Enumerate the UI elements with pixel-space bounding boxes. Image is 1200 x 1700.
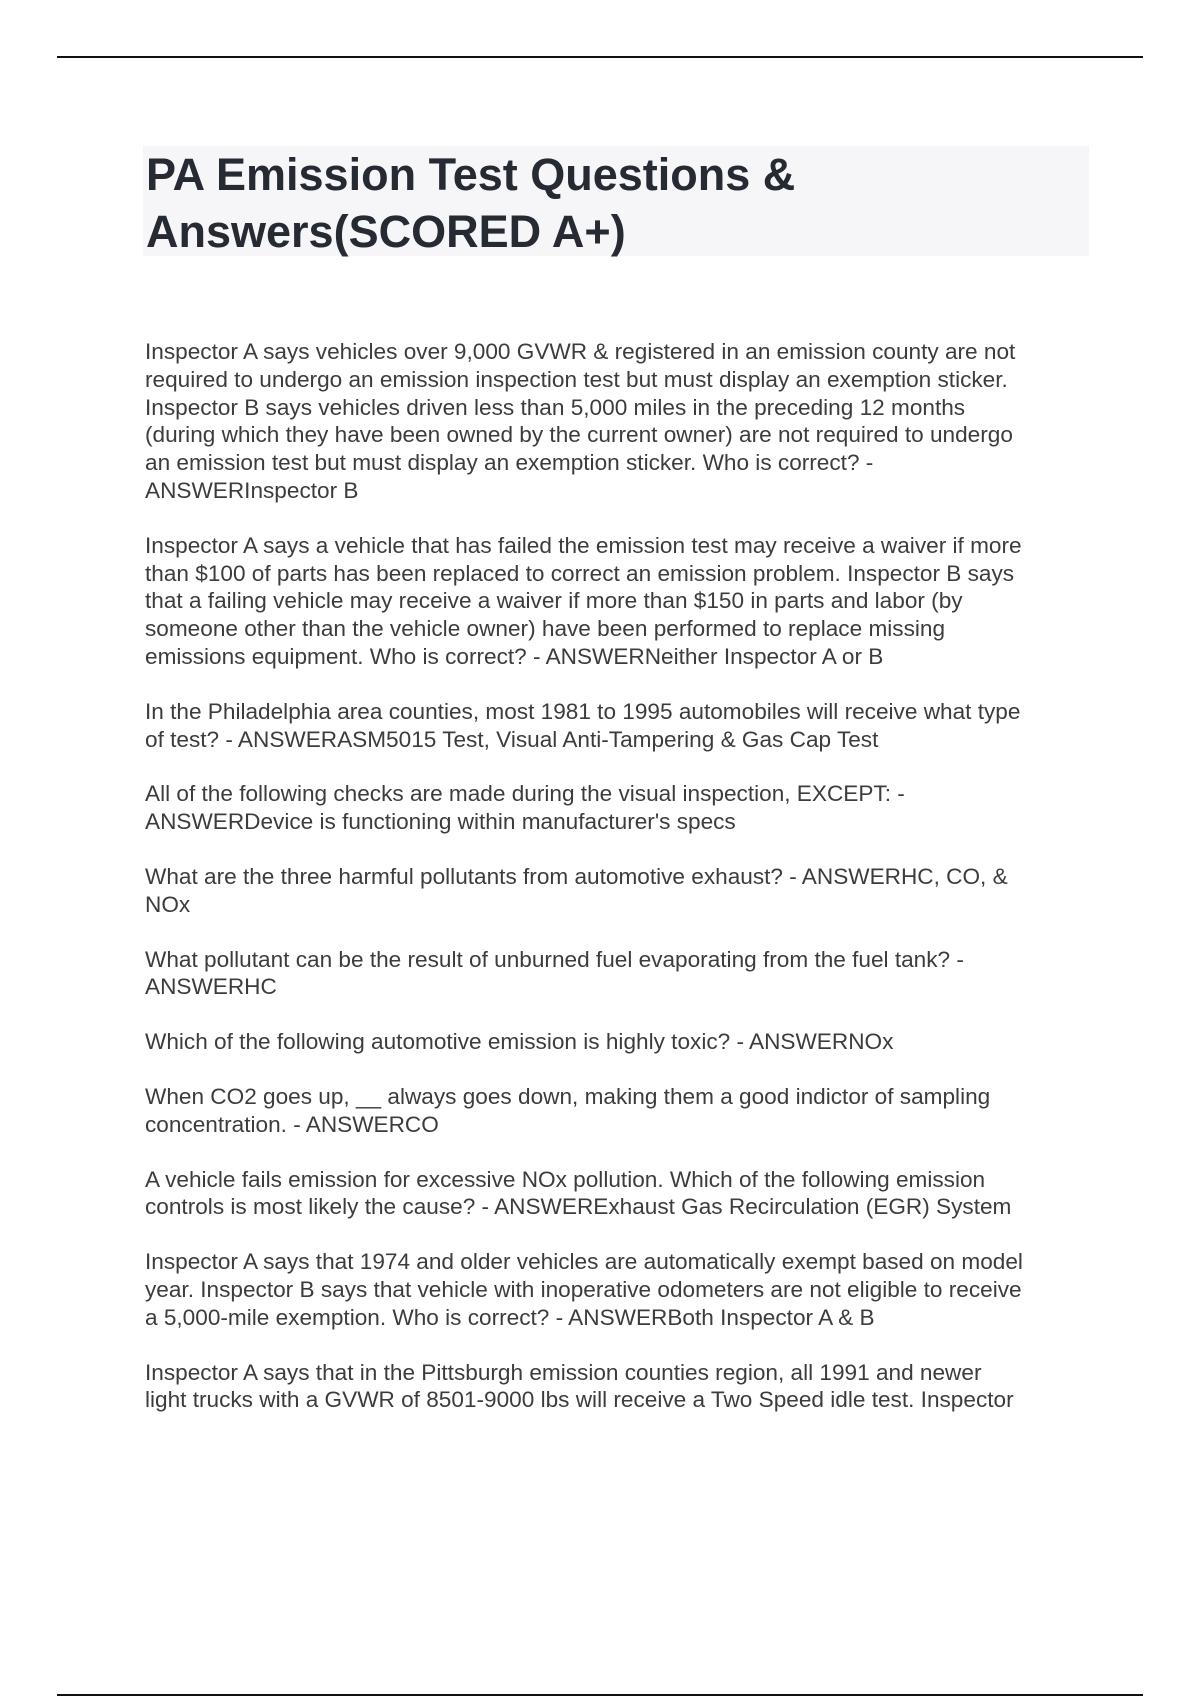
qa-item-4: All of the following checks are made during the visual inspection, EXCEPT: - ANSWERDevice is functioning within manufacturer's specs <box>145 781 905 835</box>
page-top-rule <box>57 56 1143 58</box>
qa-item-2: Inspector A says a vehicle that has failed the emission test may receive a waiver if more than $100 of parts has been replaced to correct an emission problem. Inspector B says that a failing vehicle may receive a waiver if more than $150 in parts and labor (by someone other than the vehicle owner) have been performed to replace missing emissions equipment. Who is correct? - ANSWERNeither Inspector A or B <box>145 532 1022 669</box>
document-title: PA Emission Test Questions & Answers(SCORED A+) <box>146 149 796 257</box>
qa-item-1: Inspector A says vehicles over 9,000 GVWR & registered in an emission county are not required to undergo an emission inspection test but must display an exemption sticker. Inspector B says vehicles driven less than 5,000 miles in the preceding 12 months (during which they have been owned by the current owner) are not required to undergo an emission test but must display an exemption sticker. Who is correct? - ANSWERInspector B <box>145 339 1016 503</box>
qa-item-9: A vehicle fails emission for excessive NOx pollution. Which of the following emission controls is most likely the cause? - ANSWERExhaust Gas Recirculation (EGR) System <box>145 1166 1012 1220</box>
page-bottom-rule <box>57 1694 1143 1696</box>
qa-item-3: In the Philadelphia area counties, most 1981 to 1995 automobiles will receive what type of test? - ANSWERASM5015 Test, Visual Anti-Tampering & Gas Cap Test <box>145 698 1021 752</box>
qa-list <box>145 338 1095 1414</box>
qa-item-11: Inspector A says that in the Pittsburgh emission counties region, all 1991 and newer light trucks with a GVWR of 8501-9000 lbs will receive a Two Speed idle test. Inspector <box>145 1359 1014 1413</box>
qa-item-10: Inspector A says that 1974 and older vehicles are automatically exempt based on model year. Inspector B says that vehicle with inoperative odometers are not eligible to receive a 5,000-mile exemption. Who is correct? - ANSWERBoth Inspector A & B <box>145 1249 1023 1330</box>
qa-item-8: When CO2 goes up, __ always goes down, making them a good indictor of sampling concentration. - ANSWERCO <box>145 1083 991 1137</box>
qa-item-6: What pollutant can be the result of unburned fuel evaporating from the fuel tank? - ANSWERHC <box>145 946 964 1000</box>
qa-item-5: What are the three harmful pollutants from automotive exhaust? - ANSWERHC, CO, & NOx <box>145 863 1008 917</box>
qa-item-7: Which of the following automotive emission is highly toxic? - ANSWERNOx <box>145 1029 894 1055</box>
